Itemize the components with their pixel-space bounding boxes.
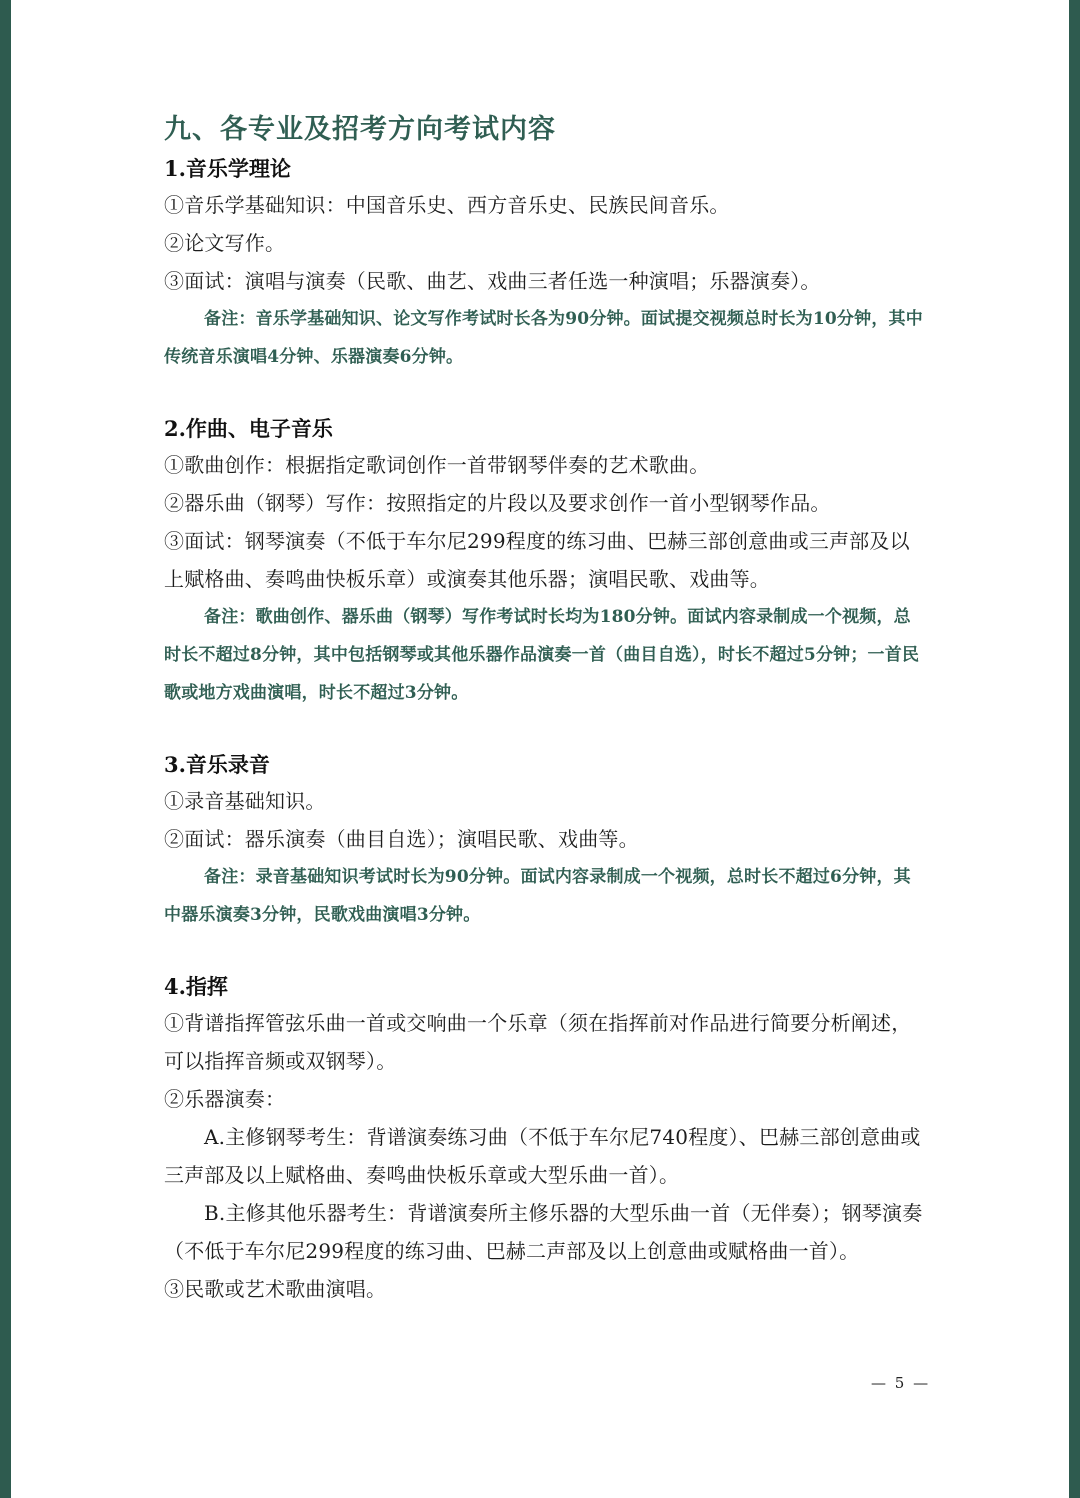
section-1 <box>164 152 924 376</box>
list-item: ②器乐曲（钢琴）写作：按照指定的片段以及要求创作一首小型钢琴作品。 <box>164 491 831 515</box>
page-title: 九、各专业及招考方向考试内容 <box>164 114 556 145</box>
page-number: — 5 — <box>871 1374 931 1392</box>
list-item: B.主修其他乐器考生：背谱演奏所主修乐器的大型乐曲一首（无伴奏）；钢琴演奏（不低于车尔尼299程度的练习曲、巴赫二声部及以上创意曲或赋格曲一首）。 <box>164 1201 923 1263</box>
section-heading: 2.作曲、电子音乐 <box>164 416 333 441</box>
list-item: ②论文写作。 <box>164 231 286 255</box>
section-3 <box>164 748 924 934</box>
section-note: 备注：音乐学基础知识、论文写作考试时长各为90分钟。面试提交视频总时长为10分钟，其中传统音乐演唱4分钟、乐器演奏6分钟。 <box>164 309 923 367</box>
list-item: ①背谱指挥管弦乐曲一首或交响曲一个乐章（须在指挥前对作品进行简要分析阐述，可以指挥音频或双钢琴）。 <box>164 1011 912 1073</box>
section-note: 备注：录音基础知识考试时长为90分钟。面试内容录制成一个视频，总时长不超过6分钟，其中器乐演奏3分钟，民歌戏曲演唱3分钟。 <box>164 867 911 925</box>
list-item: ③面试：演唱与演奏（民歌、曲艺、戏曲三者任选一种演唱；乐器演奏）。 <box>164 269 821 293</box>
section-heading: 4.指挥 <box>164 974 228 999</box>
section-heading: 3.音乐录音 <box>164 752 270 777</box>
section-4 <box>164 970 924 1308</box>
page-content <box>164 108 924 1308</box>
list-item: ③民歌或艺术歌曲演唱。 <box>164 1277 387 1301</box>
section-heading: 1.音乐学理论 <box>164 156 291 181</box>
list-item: ③面试：钢琴演奏（不低于车尔尼299程度的练习曲、巴赫三部创意曲或三声部及以上赋格曲、奏鸣曲快板乐章）或演奏其他乐器；演唱民歌、戏曲等。 <box>164 529 910 591</box>
list-item: ①音乐学基础知识：中国音乐史、西方音乐史、民族民间音乐。 <box>164 193 730 217</box>
list-item: ②面试：器乐演奏（曲目自选）；演唱民歌、戏曲等。 <box>164 827 639 851</box>
list-item: ①录音基础知识。 <box>164 789 326 813</box>
section-2 <box>164 412 924 712</box>
document-page <box>11 0 1069 1498</box>
list-item: ②乐器演奏： <box>164 1087 286 1111</box>
list-item: A.主修钢琴考生：背谱演奏练习曲（不低于车尔尼740程度）、巴赫三部创意曲或三声部及以上赋格曲、奏鸣曲快板乐章或大型乐曲一首）。 <box>164 1125 921 1187</box>
section-note: 备注：歌曲创作、器乐曲（钢琴）写作考试时长均为180分钟。面试内容录制成一个视频，总时长不超过8分钟，其中包括钢琴或其他乐器作品演奏一首（曲目自选），时长不超过5分钟；一首民歌或地方戏曲演唱，时长不超过3分钟。 <box>164 607 920 703</box>
list-item: ①歌曲创作：根据指定歌词创作一首带钢琴伴奏的艺术歌曲。 <box>164 453 710 477</box>
